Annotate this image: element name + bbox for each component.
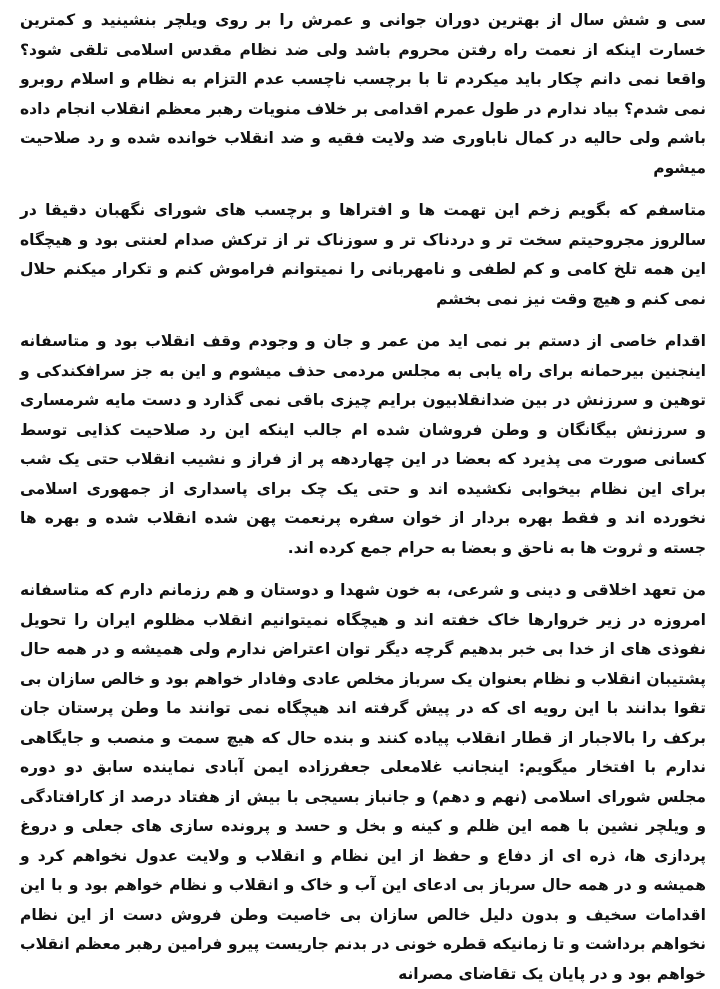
paragraph-3: اقدام خاصی از دستم بر نمی اید من عمر و جان و وجودم وقف انقلاب بود و متاسفانه اینجنین بیرحمانه برای راه یابی به مجلس مردمی حذف میشوم و این به جز سرافکندکی و توهین و سرزنش در بین ضدانقلابیون برایم چیزی باقی نمی گذارد و دست مایه شرمساری و سرزنش بیگانگان و وطن فروشان شده ام جالب اینکه این رد صلاحیت کذایی توسط کسانی صورت می پذیرد که بعضا در این چهاردهه پر از فراز و نشیب انقلاب حتی یک شب برای این نظام بیخوابی نکشیده اند و حتی یک چک برای پاسداری از جمهوری اسلامی نخورده اند و فقط بهره بردار از خوان سفره پرنعمت پهن شده انقلاب شده و بهره ها جسته و ثروت ها به ناحق و بعضا به حرام جمع کرده اند. <box>20 332 706 557</box>
paragraph-2: متاسفم که بگویم زخم این تهمت ها و افتراها و برچسب های شورای نگهبان دقیقا در سالروز مجروحیتم سخت تر و دردناک تر و سوزناک تر از ترکش صدام لعنتی بود و هیچگاه این همه تلخ کامی و کم لطفی و نامهربانی را نمیتوانم فراموش کنم و تکرار میکنم حلال نمی کنم و هیچ وقت نیز نمی بخشم <box>20 201 706 308</box>
paragraph-4: من تعهد اخلاقی و دینی و شرعی، به خون شهدا و دوستان و هم رزمانم دارم که متاسفانه امروزه در زیر خروارها خاک خفته اند و هیچگاه نمیتوانیم انقلاب مظلوم ایران را تحویل نفوذی های از خدا بی خبر بدهیم گرچه دیگر توان اعتراض ندارم ولی همیشه و در همه حال پشتیبان انقلاب و نظام بعنوان یک سرباز مخلص عادی وفادار خواهم بود و خالص سازان بی تقوا بدانند با این رویه ای که در پیش گرفته اند هیچگاه نمی توانند ما وطن پرستان جان برکف را بالاجبار از قطار انقلاب پیاده کنند و بنده حال که هیچ سمت و منصب و جایگاهی ندارم با افتخار میگویم: اینجانب غلامعلی جعفرزاده ایمن آبادی نماینده سابق دو دوره مجلس شورای اسلامی (نهم و دهم) و جانباز بسیجی با بیش از هفتاد درصد از کارافتادگی و ویلچر نشین با همه این ظلم و کینه و بخل و حسد و پرونده سازی های جعلی و دروغ پردازی ها، ذره ای از دفاع و حفظ از این نظام و انقلاب و ولایت عدول نخواهم کرد و همیشه و در همه حال سرباز بی ادعای این آب و خاک و انقلاب و نظام خواهم بود و با این اقدامات سخیف و بدون دلیل خالص سازان بی خاصیت وطن فروش دست از این نظام نخواهم برداشت و تا زمانیکه قطره خونی در بدنم جاریست پیرو فرامین رهبر معظم انقلاب خواهم بود و در پایان یک تقاضای مصرانه <box>20 581 706 983</box>
paragraph-1: سی و شش سال از بهترین دوران جوانی و عمرش را بر روی ویلچر بنشینید و کمترین خسارت اینکه از نعمت راه رفتن محروم باشد ولی ضد نظام مقدس اسلامی تلقی شود؟ واقعا نمی دانم چکار باید میکردم تا با برچسب ناچسب عدم التزام به نظام و اسلام روبرو نمی شدم؟ بیاد ندارم در طول عمرم اقدامی بر خلاف منویات رهبر معظم انقلاب انجام داده باشم ولی حالیه در کمال ناباوری ضد ولایت فقیه و ضد انقلاب خوانده شده و رد صلاحیت میشوم <box>20 11 706 177</box>
